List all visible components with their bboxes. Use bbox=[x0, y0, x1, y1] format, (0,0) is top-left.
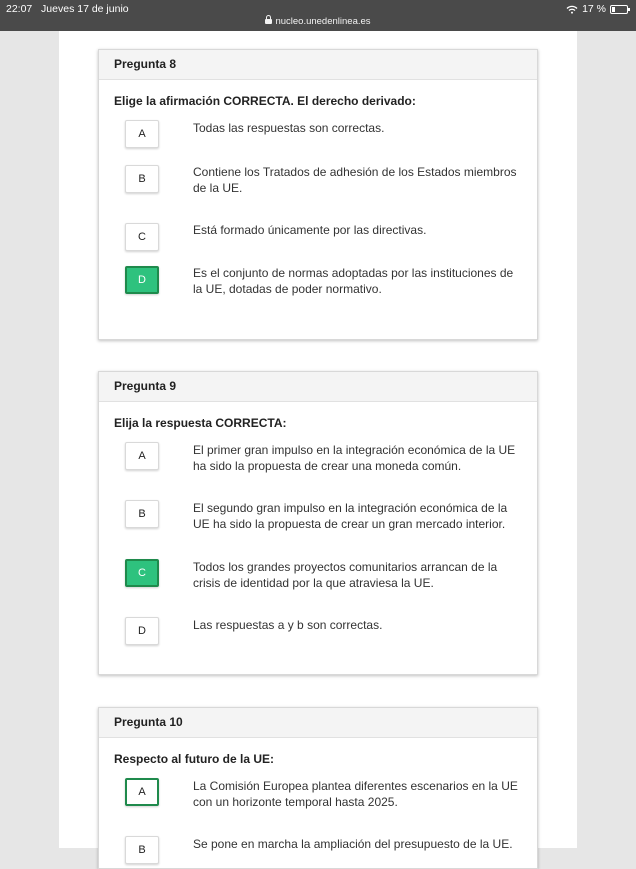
option-text: El segundo gran impulso en la integración económica de la UE ha sido la propuesta de crear un gran mercado interior. bbox=[193, 501, 508, 531]
question-card-9 bbox=[98, 371, 538, 675]
question-prompt: Elige la afirmación CORRECTA. El derecho derivado: bbox=[114, 94, 416, 108]
option-text: La Comisión Europea plantea diferentes escenarios en la UE con un horizonte temporal hasta 2025. bbox=[193, 779, 518, 809]
question-title: Pregunta 8 bbox=[99, 50, 537, 80]
option-text: El primer gran impulso en la integración económica de la UE ha sido la propuesta de crear una moneda común. bbox=[193, 443, 516, 473]
question-card-10 bbox=[98, 707, 538, 869]
option-text: Está formado únicamente por las directivas. bbox=[193, 223, 427, 237]
url-text: nucleo.unedenlinea.es bbox=[275, 16, 371, 27]
question-prompt: Respecto al futuro de la UE: bbox=[114, 752, 275, 766]
battery-icon bbox=[610, 5, 628, 14]
option-text: Las respuestas a y b son correctas. bbox=[193, 618, 383, 632]
lock-icon bbox=[265, 19, 272, 24]
option-letter-button[interactable]: B bbox=[125, 165, 159, 193]
option-letter-button-marked[interactable]: A bbox=[125, 778, 159, 806]
status-bar bbox=[0, 0, 636, 31]
question-title: Pregunta 10 bbox=[99, 708, 537, 738]
option-letter-button-selected[interactable]: D bbox=[125, 266, 159, 294]
address-bar[interactable] bbox=[0, 16, 636, 27]
option-letter-button-selected[interactable]: C bbox=[125, 559, 159, 587]
option-text: Todas las respuestas son correctas. bbox=[193, 121, 385, 135]
status-time: 22:07 bbox=[6, 3, 33, 15]
status-date: Jueves 17 de junio bbox=[41, 3, 129, 15]
option-letter-button[interactable]: D bbox=[125, 617, 159, 645]
wifi-icon bbox=[566, 5, 578, 14]
battery-percent: 17 % bbox=[582, 3, 606, 15]
status-time-date bbox=[6, 3, 129, 15]
quiz-page bbox=[59, 31, 577, 856]
option-letter-button[interactable]: A bbox=[125, 442, 159, 470]
question-title: Pregunta 9 bbox=[99, 372, 537, 402]
question-card-8 bbox=[98, 49, 538, 340]
status-indicators bbox=[566, 3, 628, 15]
question-prompt: Elija la respuesta CORRECTA: bbox=[114, 416, 287, 430]
option-letter-button[interactable]: B bbox=[125, 836, 159, 864]
option-text: Se pone en marcha la ampliación del presupuesto de la UE. bbox=[193, 837, 513, 851]
option-text: Contiene los Tratados de adhesión de los Estados miembros de la UE. bbox=[193, 165, 517, 195]
option-letter-button[interactable]: A bbox=[125, 120, 159, 148]
option-letter-button[interactable]: C bbox=[125, 223, 159, 251]
option-text: Es el conjunto de normas adoptadas por las instituciones de la UE, dotadas de poder normativo. bbox=[193, 266, 514, 296]
option-letter-button[interactable]: B bbox=[125, 500, 159, 528]
option-text: Todos los grandes proyectos comunitarios arrancan de la crisis de identidad por la que atraviesa la UE. bbox=[193, 560, 498, 590]
